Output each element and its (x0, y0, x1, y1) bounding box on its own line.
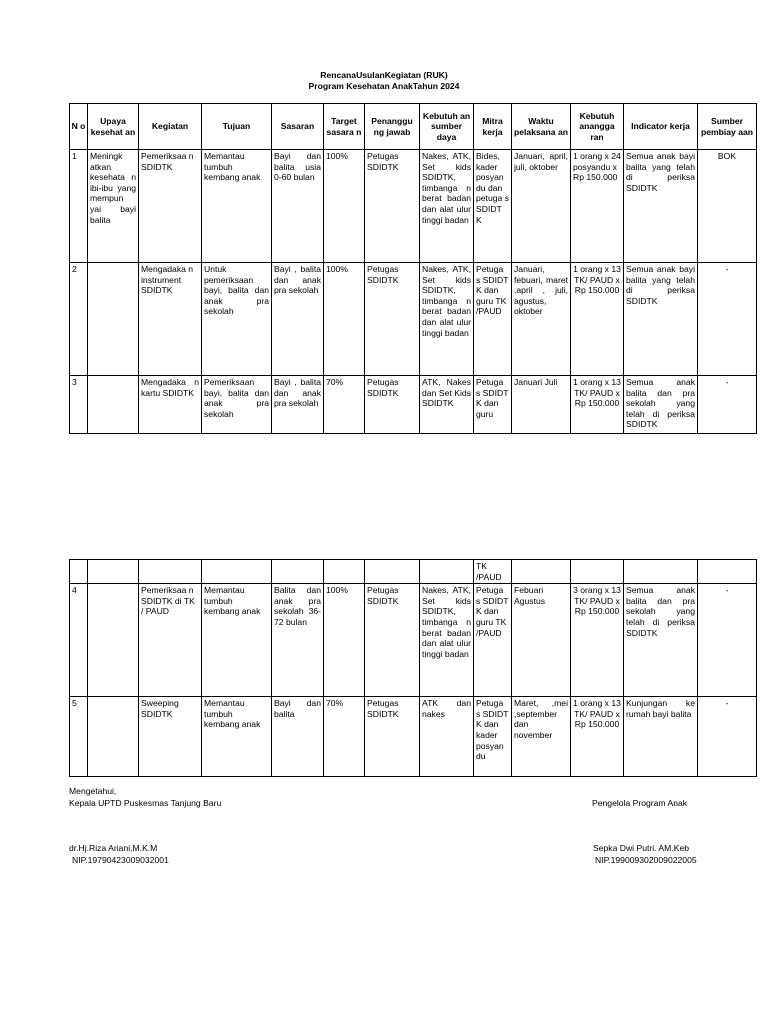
cell-kebutuhan: Nakes, ATK, Set kids SDIDTK, timbanga n berat badan dan alat ulur tinggi badan (420, 150, 474, 263)
cell-kebutuhan: ATK, Nakes dan Set Kids SDIDTK (420, 376, 474, 434)
cell-no: 4 (70, 584, 88, 697)
cell-indikator: Semua anak balita dan pra sekolah yang telah di periksa SDIDTK (624, 584, 698, 697)
right-signatory-name: Sepka Dwi Putri. AM.Keb (593, 843, 690, 853)
cell-mitra: Petuga s SDIDT K dan guru TK /PAUD (474, 263, 512, 376)
cell-penanggung: Petugas SDIDTK (365, 697, 420, 777)
table-row (70, 376, 757, 434)
left-signatory-name: dr.Hj.Riza Ariani,M.K.M (69, 843, 158, 853)
cell-tujuan: Pemeriksaan bayi, balita dan anak pra sekolah (202, 376, 272, 434)
cell-kegiatan: Sweeping SDIDTK (139, 697, 202, 777)
cell-kegiatan: Mengadaka n kartu SDIDTK (139, 376, 202, 434)
cell-indikator: Kunjungan ke rumah bayi balita (624, 697, 698, 777)
cell-anggaran: 1 orang x 13 TK/ PAUD x Rp 150.000 (571, 376, 624, 434)
header-tujuan: Tujuan (202, 104, 272, 150)
cell-mitra: Bides, kader posyan du dan petuga s SDIDT K (474, 150, 512, 263)
header-target: Target sasara n (324, 104, 365, 150)
cell-sumber: BOK (698, 150, 757, 263)
cell-anggaran: 3 orang x 13 TK/ PAUD x Rp 150.000 (571, 584, 624, 697)
cell-mitra: TK /PAUD (474, 560, 512, 584)
cell-sumber: - (698, 376, 757, 434)
cell-no: 3 (70, 376, 88, 434)
table-row (70, 263, 757, 376)
cell-kebutuhan: Nakes, ATK, Set kids SDIDTK, timbanga n berat badan dan alat ulur tinggi badan (420, 263, 474, 376)
cell-mitra: Petuga s SDIDT K dan kader posyan du (474, 697, 512, 777)
ruk-table-part1 (69, 103, 757, 434)
cell-kebutuhan: Nakes, ATK, Set kids SDIDTK, timbanga n berat badan dan alat ulur tinggi badan (420, 584, 474, 697)
header-waktu: Waktu pelaksana an (512, 104, 571, 150)
cell-target: 100% (324, 263, 365, 376)
header-upaya: Upaya kesehat an (88, 104, 139, 150)
cell-sasaran: Bayi dan balita (272, 697, 324, 777)
ruk-table-part2 (69, 559, 757, 777)
header-no: N o (70, 104, 88, 150)
document-title: RencanaUsulanKegiatan (RUK) (320, 70, 448, 80)
cell-penanggung: Petugas SDIDTK (365, 376, 420, 434)
header-penanggung: Penanggu ng jawab (365, 104, 420, 150)
cell-sasaran: Bayi dan balita usia 0-60 bulan (272, 150, 324, 263)
cell-penanggung: Petugas SDIDTK (365, 584, 420, 697)
cell-target: 100% (324, 584, 365, 697)
cell-kegiatan: Pemeriksaa n SDIDTK (139, 150, 202, 263)
cell-target: 70% (324, 697, 365, 777)
table-row (70, 584, 757, 697)
cell-kegiatan: Pemeriksaa n SDIDTK di TK / PAUD (139, 584, 202, 697)
header-kebutuhan: Kebutuh an sumber daya (420, 104, 474, 150)
table-header-row (70, 104, 757, 150)
cell-upaya (88, 697, 139, 777)
cell-sumber: - (698, 697, 757, 777)
cell-waktu: Januari, april, juli, oktober (512, 150, 571, 263)
header-sasaran: Sasaran (272, 104, 324, 150)
cell-waktu: Januari Juli (512, 376, 571, 434)
cell-upaya (88, 376, 139, 434)
header-indikator: Indicator kerja (624, 104, 698, 150)
mengetahui-label: Mengetahui, (69, 786, 117, 796)
cell-penanggung: Petugas SDIDTK (365, 150, 420, 263)
cell-anggaran: 1 orang x 13 TK/ PAUD x Rp 150.000 (571, 263, 624, 376)
cell-anggaran: 1 orang x 13 TK/ PAUD x Rp 150.000 (571, 697, 624, 777)
header-anggaran: Kebutuh anangga ran (571, 104, 624, 150)
table-row (70, 150, 757, 263)
cell-waktu: Januari, febuari, maret ,april , juli, agustus, oktober (512, 263, 571, 376)
cell-indikator: Semua anak balita dan pra sekolah yang telah di periksa SDIDTK (624, 376, 698, 434)
cell-sasaran: Bayi , balita dan anak pra sekolah (272, 263, 324, 376)
left-signatory-role: Kepala UPTD Puskesmas Tanjung Baru (69, 798, 222, 808)
document-subtitle: Program Kesehatan AnakTahun 2024 (308, 81, 460, 91)
cell-mitra: Petuga s SDIDT K dan guru (474, 376, 512, 434)
right-signatory-nip: NIP.199009302009022005 (595, 855, 697, 865)
header-sumber: Sumber pembiay aan (698, 104, 757, 150)
cell-indikator: Semua anak bayi balita yang telah di periksa SDIDTK (624, 263, 698, 376)
cell-target: 70% (324, 376, 365, 434)
header-kegiatan: Kegiatan (139, 104, 202, 150)
table-row-continuation (70, 560, 757, 584)
cell-tujuan: Memantau tumbuh kembang anak (202, 584, 272, 697)
cell-kegiatan: Mengadaka n instrument SDIDTK (139, 263, 202, 376)
cell-penanggung: Petugas SDIDTK (365, 263, 420, 376)
cell-upaya: Meningk atkan kesehata n ibi-ibu yang mempun yai bayi balita (88, 150, 139, 263)
cell-target: 100% (324, 150, 365, 263)
cell-waktu: Febuari Agustus (512, 584, 571, 697)
cell-tujuan: Memantau tumbuh kembang anak (202, 697, 272, 777)
cell-sumber: - (698, 263, 757, 376)
cell-mitra: Petuga s SDIDT K dan guru TK /PAUD (474, 584, 512, 697)
cell-tujuan: Untuk pemeriksaan bayi, balita dan anak pra sekolah (202, 263, 272, 376)
header-mitra: Mitra kerja (474, 104, 512, 150)
cell-upaya (88, 584, 139, 697)
cell-no: 5 (70, 697, 88, 777)
cell-sasaran: Bayi , balita dan anak pra sekolah (272, 376, 324, 434)
cell-sasaran: Balita dan anak pra sekolah 36- 72 bulan (272, 584, 324, 697)
table-row (70, 697, 757, 777)
cell-indikator: Semua anak bayi balita yang telah di periksa SDIDTK (624, 150, 698, 263)
cell-upaya (88, 263, 139, 376)
cell-no: 1 (70, 150, 88, 263)
cell-sumber: - (698, 584, 757, 697)
left-signatory-nip: NIP.19790423009032001 (72, 855, 169, 865)
cell-waktu: Maret, ,mei ,september dan november (512, 697, 571, 777)
cell-tujuan: Memantau tumbuh kembang anak (202, 150, 272, 263)
right-signatory-role: Pengelola Program Anak (592, 798, 688, 808)
cell-no: 2 (70, 263, 88, 376)
cell-kebutuhan: ATK dan nakes (420, 697, 474, 777)
cell-anggaran: 1 orang x 24 posyandu x Rp 150.000 (571, 150, 624, 263)
